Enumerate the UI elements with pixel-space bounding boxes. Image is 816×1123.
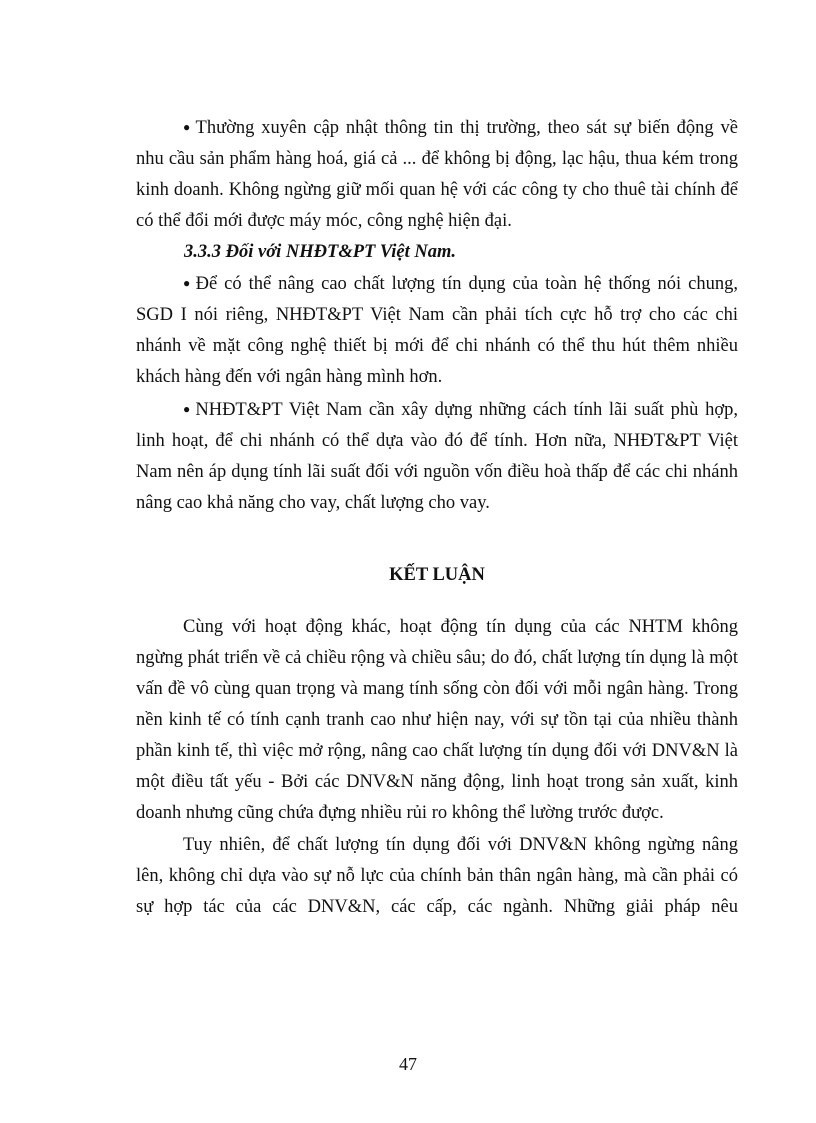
bullet-icon: ●: [183, 276, 193, 290]
bullet-icon: ●: [183, 120, 193, 134]
paragraph-text: Để có thể nâng cao chất lượng tín dụng của toàn hệ thống nói chung, SGD I nói riêng, NHĐT&PT Việt Nam cần phải tích cực hỗ trợ cho các chi nhánh về mặt công nghệ thiết bị mới để chi nhánh có thể thu hút thêm nhiều khách hàng đến với ngân hàng mình hơn.: [136, 274, 738, 387]
bullet-paragraph-market: [136, 112, 738, 237]
paragraph-text: Thường xuyên cập nhật thông tin thị trường, theo sát sự biến động về nhu cầu sản phẩm hàng hoá, giá cả ... để không bị động, lạc hậu, thua kém trong kinh doanh. Không ngừng giữ mối quan hệ với các công ty cho thuê tài chính để có thể đổi mới được máy móc, công nghệ hiện đại.: [136, 118, 738, 231]
conclusion-title: KẾT LUẬN: [389, 565, 485, 585]
conclusion-paragraph-2: Tuy nhiên, để chất lượng tín dụng đối với DNV&N không ngừng nâng lên, không chỉ dựa vào sự nỗ lực của chính bản thân ngân hàng, mà cần phải có sự hợp tác của các DNV&N, các cấp, các ngành. Những giải pháp nêu: [136, 835, 738, 917]
paragraph-text: NHĐT&PT Việt Nam cần xây dựng những cách tính lãi suất phù hợp, linh hoạt, để chi nhánh có thể dựa vào đó để tính. Hơn nữa, NHĐT&PT Việt Nam nên áp dụng tính lãi suất đối với nguồn vốn điều hoà thấp để các chi nhánh nâng cao khả năng cho vay, chất lượng cho vay.: [136, 400, 739, 513]
document-page: [136, 112, 738, 923]
bullet-paragraph-support: [136, 268, 738, 393]
bullet-icon: ●: [183, 402, 193, 416]
bullet-paragraph-interest: [136, 394, 738, 519]
page-number: 47: [399, 1054, 417, 1074]
conclusion-paragraph-1: Cùng với hoạt động khác, hoạt động tín dụng của các NHTM không ngừng phát triển về cả chiều rộng và chiều sâu; do đó, chất lượng tín dụng là một vấn đề vô cùng quan trọng và mang tính sống còn đối với mỗi ngân hàng. Trong nền kinh tế có tính cạnh tranh cao như hiện nay, với sự tồn tại của nhiều thành phần kinh tế, thì việc mở rộng, nâng cao chất lượng tín dụng đối với DNV&N là một điều tất yếu - Bởi các DNV&N năng động, linh hoạt trong sản xuất, kinh doanh nhưng cũng chứa đựng nhiều rủi ro không thể lường trước được.: [136, 617, 738, 823]
section-heading-333: 3.3.3 Đối với NHĐT&PT Việt Nam.: [184, 242, 456, 262]
